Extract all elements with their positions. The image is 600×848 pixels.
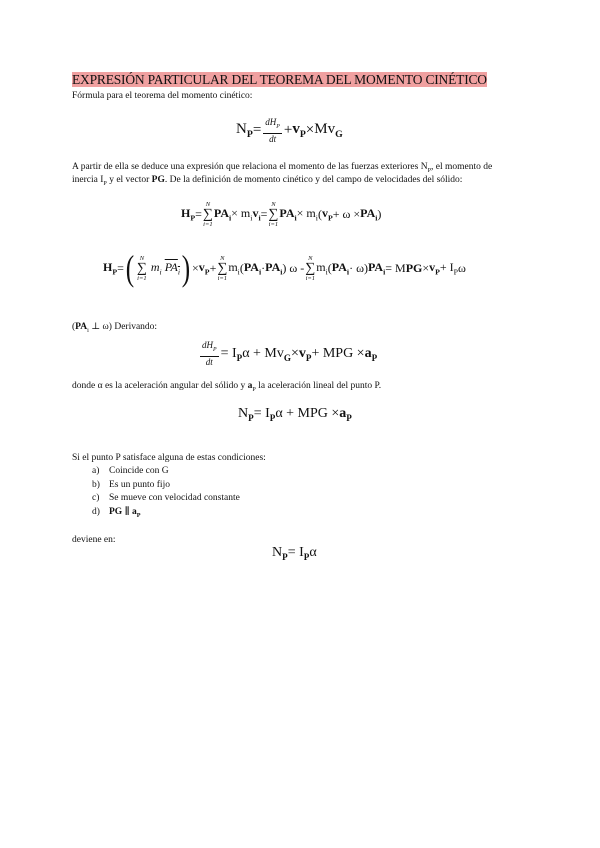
- equation-theorem: $N_P$ = $\frac{dH_P}{dt}$ + $v_P$ × $Mv_G$: [236, 117, 343, 144]
- list-item: d) PG ∥ $a_P$: [92, 506, 141, 519]
- list-item: a) Coincide con G: [92, 466, 169, 476]
- fraction-dhp-dt: $\frac{dH_P}{dt}$: [265, 117, 280, 144]
- equation-expanded: $H_P$ = ( N ∑ i=1 $m_i$ $PA_i$ ) × $v_P$ + N ∑ i=1 $m_i$ ( $PA_i$ · $PA_i$ ) ω - N ∑ i=1 $m_i$ ( $PA_i$ · ω) $PA_i$ = M PG × $v_P$ + $I_P$ ω: [103, 248, 466, 288]
- paragraph-derivation: A partir de ella se deduce una expresión que relaciona el momento de las fuerzas exteriores $N_P$, el momento de: [72, 162, 493, 174]
- conditions-intro: Si el punto P satisface alguna de estas condiciones:: [72, 453, 266, 463]
- paragraph-where: donde α es la aceleración angular del sólido y $a_P$ la aceleración lineal del punto P.: [72, 381, 382, 393]
- intro-text: Fórmula para el teorema del momento cinético:: [72, 91, 253, 101]
- equation-general: $N_P$ = $I_P$ α + MPG × $a_P$: [238, 406, 352, 423]
- paragraph-derivation-line2: inercia $I_P$ y el vector PG. De la definición de momento cinético y del campo de velocidades del sólido:: [72, 175, 463, 187]
- deriving-text: ($PA_i$ ⊥ ω) Derivando:: [72, 322, 158, 334]
- section-title: EXPRESIÓN PARTICULAR DEL TEOREMA DEL MOMENTO CINÉTICO: [72, 72, 487, 87]
- equation-derivative: $\frac{dH_P}{dt}$ = $I_P$ $\alpha + Mv_G$ × $v_P$ + MPG × $a_P$: [202, 340, 378, 367]
- conditions-list: [92, 465, 240, 523]
- list-item: c) Se mueve con velocidad constante: [92, 493, 240, 503]
- equation-angular-momentum: $H_P$ = N ∑ i=1 $PA_i$ × $m_i$ $v_i$ = N ∑ i=1 $PA_i$ × $m_i$ ( $v_P$ + ω × $PA_i$ ): [181, 201, 382, 228]
- equation-result: $N_P$ = $I_P$ α: [272, 545, 317, 562]
- deviene-text: deviene en:: [72, 535, 116, 545]
- list-item: b) Es un punto fijo: [92, 479, 170, 490]
- fraction-dhp-dt-2: $\frac{dH_P}{dt}$: [202, 340, 217, 367]
